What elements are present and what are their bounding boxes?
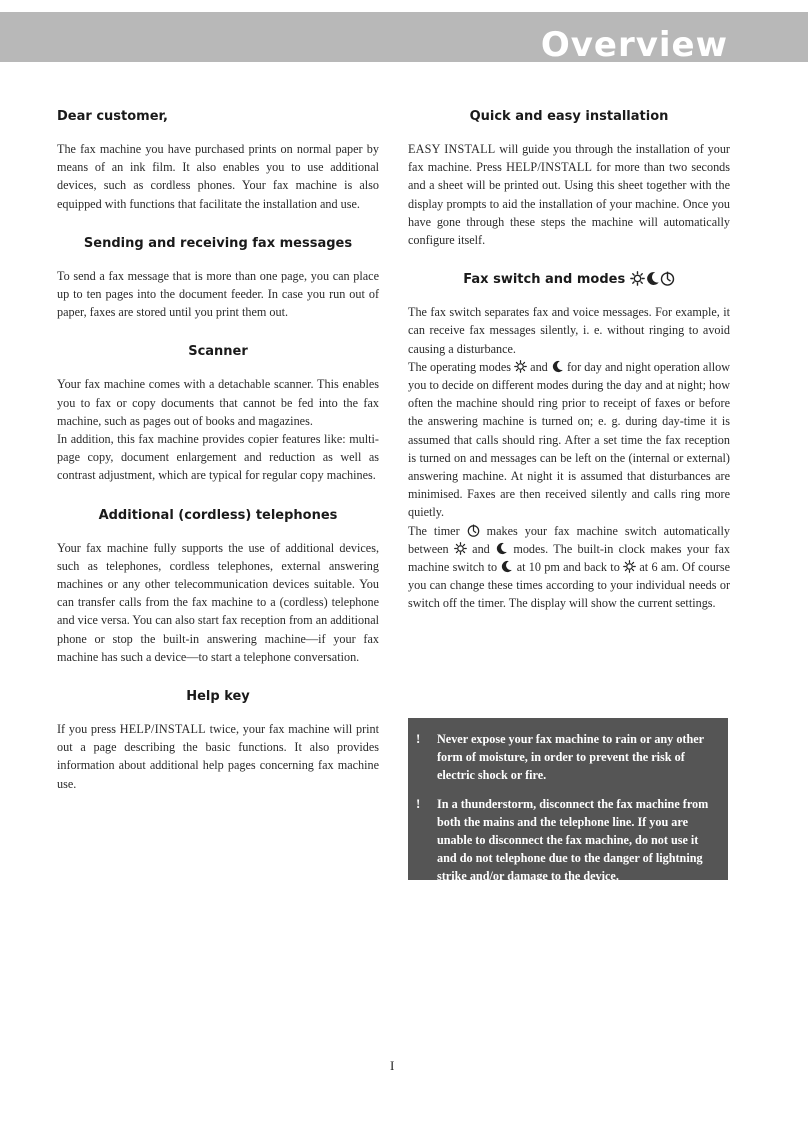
moon-icon: [500, 560, 513, 573]
scanner-heading: Scanner: [188, 344, 248, 360]
help-install-key: HELP/INSTALL: [119, 722, 206, 737]
page-number: I: [390, 1058, 395, 1073]
sun-icon: [514, 360, 527, 373]
sun-icon: [454, 542, 467, 555]
warning-item: [416, 730, 712, 785]
moon-icon: [551, 360, 564, 373]
easy-install-key: EASY INSTALL: [408, 142, 496, 156]
timer-icon: [467, 524, 480, 537]
dear-customer-heading: Dear customer,: [57, 109, 168, 124]
moon-icon: [495, 542, 508, 555]
sun-icon: [623, 560, 636, 573]
fax-switch-heading: Fax switch and modes: [408, 271, 730, 289]
additional-telephones-text: Your fax machine fully supports the use of additional devices, such as telephones, cordless telephones, external answering machines or any other telecommunication devices suitable. You can transfer calls from the fax machine to a (cordless) telephone and vice versa. You can also start fax reception from an additional phone or stop the built-in answering machine—if your fax machine has such a device—to start a telephone conversation.: [57, 540, 379, 664]
fax-switch-text: The fax switch separates fax and voice messages. For example, it can receive fax messages silently, i. e. without ringing to avoid causing a disturbance.: [408, 305, 730, 356]
timer-icon: [660, 271, 675, 286]
right-column: [408, 108, 730, 613]
warning-mark: !: [416, 731, 421, 746]
installation-text: EASY INSTALL will guide you through the installation of your fax machine. Press HELP/INSTALL for more than two seconds and a sheet will be printed out. Using this sheet together with the display prompts to aid the installation of your machine. Once you have gone through these steps the machine will automatically configure itself.: [408, 142, 730, 248]
help-key-heading: Help key: [186, 689, 250, 705]
warning-text: Never expose your fax machine to rain or any other form of moisture, in order to prevent the risk of electric shock or fire.: [437, 732, 704, 783]
safety-warning-box: [408, 718, 728, 884]
scanner-copier-text: In addition, this fax machine provides copier features like: multi-page copy, document enlargement and reduction as well as contrast adjustment, which are typical for regular copy machines.: [57, 432, 379, 483]
warning-mark: !: [416, 795, 421, 811]
sun-icon: [630, 271, 645, 286]
left-column: [57, 108, 379, 793]
sending-heading: Sending and receiving fax messages: [83, 235, 353, 251]
operating-modes-text: The operating modes and for day and night operation allow you to decide on different modes during the day and at night; how often the machine should ring prior to receipt of faxes or before the answering machine is turned on; e. g. during day-time it is assumed that calls should ring. After a set time the fax reception is turned on and messages can be left on the (internal or external) answering machine. At night it is assumed that disturbances are minimised. Faxes are then received silently and calls ring more quietly.: [408, 359, 730, 520]
help-key-text: If you press HELP/INSTALL twice, your fax machine will print out a page describing the basic functions. It also provides information about additional help pages concerning fax machine use.: [57, 722, 379, 791]
warning-text: In a thunderstorm, disconnect the fax machine from both the mains and the telephone line. If you are unable to disconnect the fax machine, do not use it and do not telephone due to the danger of lightning strike and/or damage to the device.: [437, 796, 709, 884]
scanner-text: Your fax machine comes with a detachable scanner. This enables you to fax or copy documents that cannot be fed into the fax machine, such as pages out of books and magazines.: [57, 377, 379, 428]
sending-text: To send a fax message that is more than one page, you can place up to ten pages into the document feeder. In case you run out of paper, faxes are stored until you print them out.: [57, 268, 379, 320]
timer-text: The timer makes your fax machine switch automatically between and modes. The built-in clock makes your fax machine switch to at 10 pm and back to at 6 am. Of course you can change these times according to your individual needs or switch off the timer. The display will show the current settings.: [408, 523, 731, 611]
help-install-key: HELP/INSTALL: [506, 160, 593, 175]
installation-heading: Quick and easy installation: [469, 109, 669, 124]
header-banner: [0, 12, 808, 65]
warning-item: [416, 795, 712, 886]
additional-telephones-heading: Additional (cordless) telephones: [98, 507, 338, 523]
moon-icon: [645, 271, 660, 286]
dear-customer-text: The fax machine you have purchased prints on normal paper by means of an ink film. It also enables you to use additional devices, such as cordless phones. Your fax machine is also equipped with functions that facilitate the installation and use.: [57, 142, 379, 211]
page-title: Overview: [540, 25, 728, 65]
